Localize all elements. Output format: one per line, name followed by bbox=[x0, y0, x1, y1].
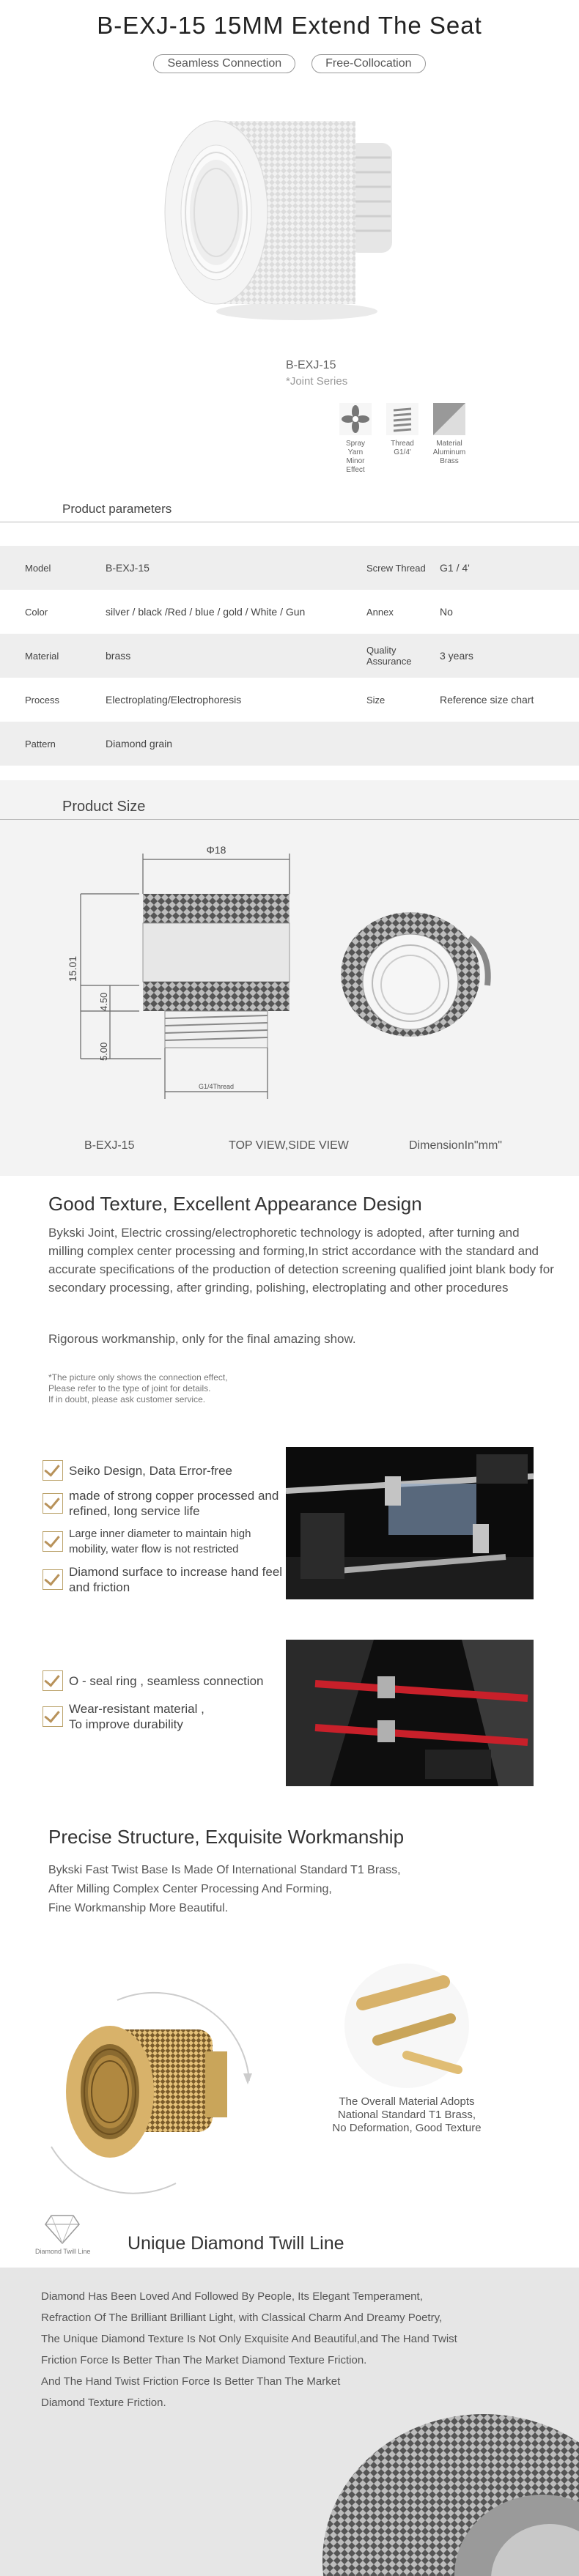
page-title: B-EXJ-15 15MM Extend The Seat bbox=[97, 12, 482, 39]
diamond-logo-text: Diamond Twill Line bbox=[35, 2248, 91, 2255]
structure-title: Precise Structure, Exquisite Workmanship bbox=[48, 1826, 405, 1848]
size-divider bbox=[0, 819, 579, 820]
brass-rods-image bbox=[333, 1960, 480, 2092]
installed-fitting-photo-1 bbox=[286, 1447, 534, 1599]
check-icon bbox=[43, 1493, 63, 1514]
diamond-title: Unique Diamond Twill Line bbox=[128, 2233, 344, 2254]
table-row: Color silver / black /Red / blue / gold / White / Gun Annex No bbox=[25, 606, 453, 618]
feature-material bbox=[432, 403, 466, 475]
feature-list-1 bbox=[43, 1460, 284, 1595]
thread-icon bbox=[386, 403, 418, 435]
list-item: Wear-resistant material , To improve durability bbox=[43, 1701, 284, 1732]
table-row: Process Electroplating/Electrophoresis Size Reference size chart bbox=[25, 694, 534, 706]
texture-note: *The picture only shows the connection effect, Please refer to the type of joint for details. If in doubt, please ask customer service. bbox=[48, 1372, 228, 1404]
list-item: Large inner diameter to maintain high mobility, water flow is not restricted bbox=[43, 1526, 284, 1557]
feature-spray bbox=[339, 403, 372, 475]
list-item: Seiko Design, Data Error-free bbox=[43, 1460, 284, 1481]
tag-collocation: Free-Collocation bbox=[311, 54, 425, 73]
size-footer-unit: DimensionIn"mm" bbox=[409, 1139, 502, 1152]
size-footer-view: TOP VIEW,SIDE VIEW bbox=[229, 1139, 349, 1152]
feature-thread-label: Thread G1/4' bbox=[391, 440, 414, 456]
check-icon bbox=[43, 1569, 63, 1590]
diamond-paragraph: Diamond Has Been Loved And Followed By People, Its Elegant Temperament, Refraction Of The Brilliant Brilliant Light, with Classical Charm And Dreamy Poetry, The Unique Diamond Texture Is Not Only Exquisite And Beautiful,and The Hand Twist Friction Force Is Better Than The Market Diamond Texture Friction. And The Hand Twist Friction Force Is Better Than The Market Diamond Texture Friction. bbox=[41, 2290, 457, 2409]
structure-caption: The Overall Material Adopts National Standard T1 Brass, No Deformation, Good Texture bbox=[332, 2095, 482, 2134]
diamond-closeup-image bbox=[300, 2399, 579, 2576]
installed-fitting-photo-2 bbox=[286, 1640, 534, 1786]
params-heading: Product parameters bbox=[62, 502, 172, 516]
texture-title: Good Texture, Excellent Appearance Design bbox=[48, 1193, 422, 1215]
texture-paragraph: Bykski Joint, Electric crossing/electrophoretic technology is adopted, after turning and milling complex center processing and forming,In strict accordance with the standard and accurate specifications of the production of detection screening qualified joint blank body for secondary processing, after grinding, polishing, electroplating and other procedures bbox=[48, 1226, 554, 1295]
list-item: Diamond surface to increase hand feel and friction bbox=[43, 1564, 284, 1595]
diamond-logo-icon bbox=[44, 2213, 81, 2246]
dim-thread: G1/4Thread bbox=[198, 1083, 235, 1090]
dimension-drawing bbox=[59, 828, 528, 1136]
dim-diameter: Φ18 bbox=[206, 844, 226, 856]
brass-fitting-image bbox=[29, 1964, 264, 2198]
flower-icon bbox=[339, 403, 372, 435]
list-item: made of strong copper processed and refined, long service life bbox=[43, 1488, 284, 1519]
size-heading: Product Size bbox=[62, 799, 146, 815]
table-row: Pattern Diamond grain bbox=[0, 722, 579, 766]
dim-height-ring: 4.50 bbox=[98, 992, 109, 1011]
params-table bbox=[0, 546, 579, 766]
material-icon bbox=[433, 403, 465, 435]
size-footer-model: B-EXJ-15 bbox=[84, 1139, 135, 1152]
hero-model: B-EXJ-15 bbox=[286, 359, 336, 371]
feature-icons bbox=[339, 403, 466, 475]
table-row: Material brass Quality Assurance 3 years bbox=[0, 634, 579, 678]
structure-paragraph: Bykski Fast Twist Base Is Made Of International Standard T1 Brass, After Milling Complex Center Processing And Forming, Fine Workmanship More Beautiful. bbox=[48, 1864, 401, 1914]
hero-fitting-image bbox=[158, 92, 421, 326]
feature-list-2 bbox=[43, 1670, 284, 1732]
check-icon bbox=[43, 1531, 63, 1552]
texture-tagline: Rigorous workmanship, only for the final amazing show. bbox=[48, 1332, 356, 1346]
hero-series: *Joint Series bbox=[286, 375, 348, 388]
side-view-fitting bbox=[341, 912, 488, 1037]
tag-seamless: Seamless Connection bbox=[153, 54, 295, 73]
check-icon bbox=[43, 1670, 63, 1691]
tag-row bbox=[0, 54, 579, 73]
feature-thread bbox=[386, 403, 419, 475]
check-icon bbox=[43, 1706, 63, 1727]
list-item: O - seal ring , seamless connection bbox=[43, 1670, 284, 1691]
dim-height-total: 15.01 bbox=[67, 955, 78, 982]
check-icon bbox=[43, 1460, 63, 1481]
feature-material-label: Material Aluminum Brass bbox=[432, 440, 466, 465]
table-row: Model B-EXJ-15 Screw Thread G1 / 4' bbox=[0, 546, 579, 590]
dim-height-thread: 5.00 bbox=[98, 1042, 109, 1061]
feature-spray-label: Spray Yarn Minor Effect bbox=[345, 440, 366, 474]
